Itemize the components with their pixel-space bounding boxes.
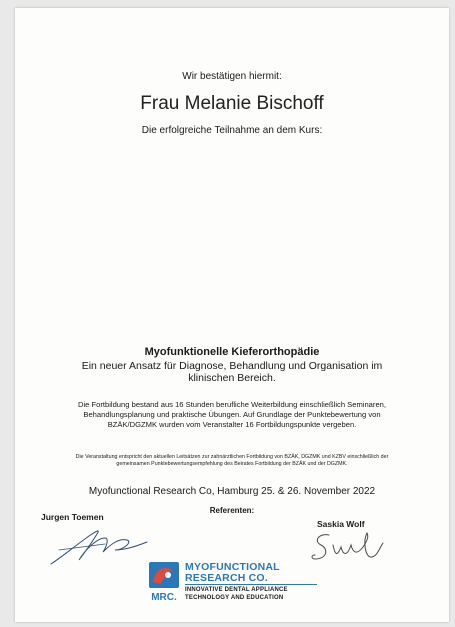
participant-name: Frau Melanie Bischoff [140, 93, 324, 114]
course-subtitle: Ein neuer Ansatz für Diagnose, Behandlung und Organisation im klinischen Bereich. [81, 360, 383, 384]
referent-left-name: Jurgen Toemen [41, 512, 104, 522]
mrc-mark-text: MRC. [151, 592, 177, 603]
referents-label: Referenten: [209, 506, 255, 515]
participation-text: Die erfolgreiche Teilnahme an dem Kurs: [141, 125, 323, 136]
course-description: Die Fortbildung bestand aus 16 Stunden berufliche Weiterbildung einschließlich Seminaren, Behandlungsplanung und praktische Übungen. Auf Grundlage der Punktebewertung von BZÄK/DGZMK wurden vom Veranstalter 16 Fortbildungspunkte vergeben. [77, 400, 386, 429]
signature-left [45, 520, 155, 570]
logo-tagline [185, 586, 288, 602]
logo-name-line1: MYOFUNCTIONAL [185, 561, 280, 573]
logo-company-name [185, 562, 280, 584]
signature-right [307, 527, 387, 569]
fine-print: Die Veranstaltung entspricht den aktuellen Leitsätzen zur zahnärztlichen Fortbildung von BZÄK, DGZMK und KZBV einschließlich der gemeinsamen Punktebewertungsempfehlung des Beirates Fortbildung der BZÄK und der DGZMK. [75, 454, 389, 467]
logo-divider [185, 584, 317, 585]
confirm-text: Wir bestätigen hiermit: [182, 71, 282, 82]
logo-tagline-line2: TECHNOLOGY AND EDUCATION [185, 595, 284, 601]
event-line: Myofunctional Research Co, Hamburg 25. & 26. November 2022 [88, 486, 376, 497]
mrc-logo [147, 560, 317, 608]
logo-tagline-line1: INNOVATIVE DENTAL APPLIANCE [185, 587, 288, 593]
mrc-logo-mark [147, 560, 181, 604]
logo-name-line2: RESEARCH CO. [185, 572, 268, 584]
course-title: Myofunktionelle Kieferorthopädie [144, 346, 320, 358]
referent-right-name: Saskia Wolf [317, 519, 365, 529]
certificate-page [15, 8, 449, 622]
